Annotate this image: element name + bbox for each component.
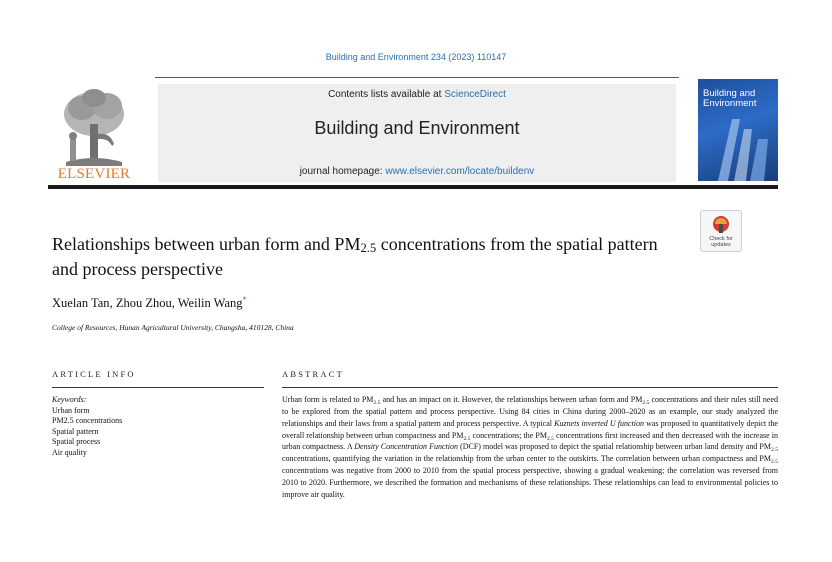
keyword-item: Spatial process — [52, 437, 101, 446]
author-name[interactable]: Weilin Wang — [177, 296, 243, 311]
author-list: Xuelan Tan, Zhou Zhou, Weilin Wang* — [52, 295, 247, 311]
journal-cover-image[interactable] — [698, 79, 778, 181]
abstract-body: Urban form is related to $PM_{2.5}$ and has an impact on it. However, the relationships between urban form and $PM_{2.5}$ concentrations and their rules still need to be explored from the spatial pattern and process perspective. Using 84 cities in China during 2000–2020 as an example, our study analyzed the relationships and their laws from a spatial pattern and process perspective. A typical Kuznets inverted U function was proposed to quantitatively depict the overall relationship between urban compactness and $PM_{2.5}$ concentrations; the $PM_{2.5}$ concentrations first increased and then decreased with the increase in urban compactness. A Density Concentration Function (DCF) model was proposed to depict the spatial relationship between urban land density and $PM_{2.5}$ concentrations, quantifying the variation in the relationship from the urban center to the outskirts. The correlation between urban compactness and $PM_{2.5}$ concentrations was negative from 2000 to 2010 from the spatial process perspective, showing a gradual weakening; the correlation was reversed from 2010 to 2020. Furthermore, we described the formation and mechanisms of these relationships. These relationships can lead to environmental policies to improve air quality. — [282, 395, 778, 499]
check-for-updates-button[interactable] — [700, 210, 742, 252]
contents-available-line — [158, 89, 676, 100]
keyword-item: Urban form — [52, 405, 90, 415]
author-affiliation: College of Resources, Hunan Agricultural University, Changsha, 410128, China — [52, 323, 294, 332]
check-for-updates-label: Check for updates — [709, 236, 733, 248]
article-info-rule — [52, 387, 264, 388]
author-name[interactable]: Zhou Zhou — [115, 296, 172, 311]
keywords-label: Keywords: — [52, 395, 87, 404]
keywords-list — [52, 395, 122, 458]
publisher-logo-text: ELSEVIER — [57, 166, 131, 182]
check-for-updates-icon — [712, 215, 730, 235]
homepage-prefix: journal homepage: — [299, 166, 386, 177]
journal-homepage-line — [158, 166, 676, 177]
cover-building-graphic-icon — [698, 119, 778, 181]
corresponding-author-mark[interactable]: * — [242, 295, 247, 304]
header-bottom-rule — [48, 185, 778, 189]
contents-prefix: Contents lists available at — [328, 89, 445, 100]
journal-title: Building and Environment — [314, 118, 520, 138]
journal-citation[interactable]: Building and Environment 234 (2023) 110147 — [325, 52, 507, 62]
keyword-item: Air quality — [52, 447, 87, 457]
sciencedirect-link[interactable]: ScienceDirect — [444, 89, 506, 100]
author-name[interactable]: Xuelan Tan — [52, 296, 110, 311]
header-top-rule — [155, 77, 679, 78]
article-info-heading: ARTICLE INFO — [52, 369, 136, 379]
abstract-heading: ABSTRACT — [282, 369, 344, 379]
cover-title: Building and Environment — [703, 88, 757, 109]
article-title: Relationships between urban form and $PM_{2.5}$ concentrations from the spatial pattern and process perspective — [52, 234, 658, 279]
keyword-item: PM2.5 concentrations — [52, 416, 123, 425]
journal-homepage-link[interactable]: www.elsevier.com/locate/buildenv — [385, 166, 535, 177]
abstract-rule — [282, 387, 778, 388]
keyword-item: Spatial pattern — [52, 426, 99, 436]
